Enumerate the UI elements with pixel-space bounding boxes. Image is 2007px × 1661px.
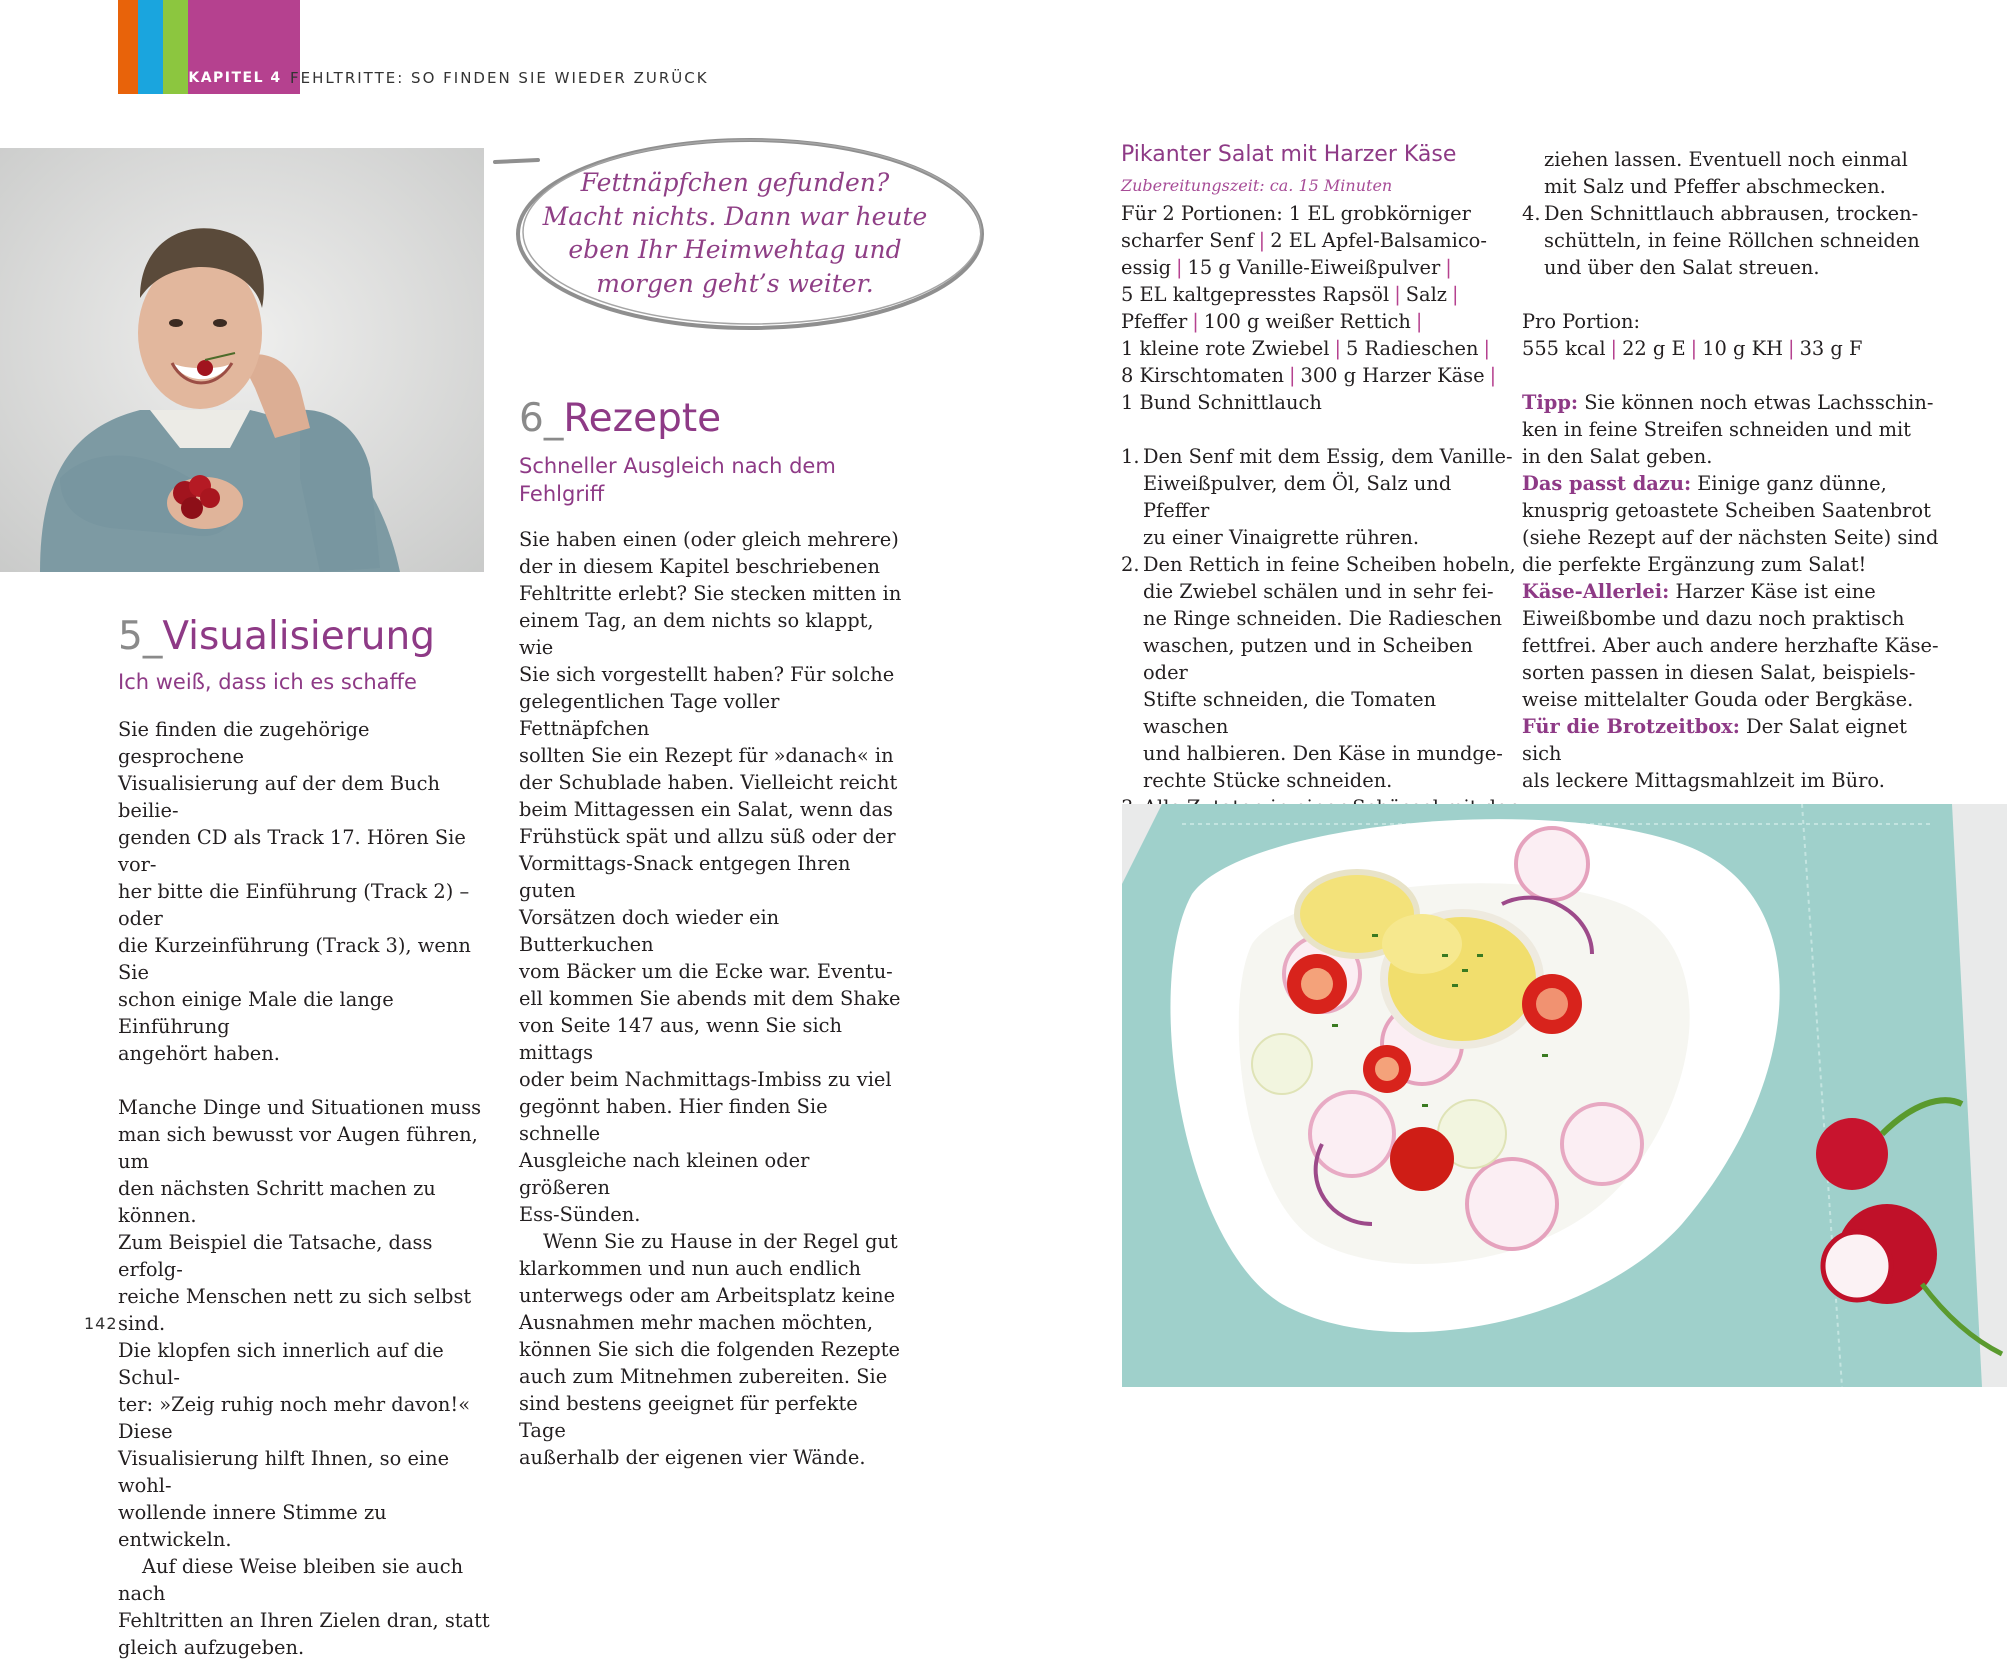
text-line: sorten passen in diesen Salat, beispiels-: [1522, 661, 1916, 684]
ingredient-line: 8 Kirschtomaten | 300 g Harzer Käse |: [1121, 364, 1497, 387]
recipe-ingredients: [1121, 200, 1521, 416]
text-line: Auf diese Weise bleiben sie auch nach: [118, 1555, 464, 1605]
ingredient: essig: [1121, 256, 1171, 279]
text-line: schütteln, in feine Röllchen schneiden: [1544, 229, 1920, 252]
text-line: Vormittags-Snack entgegen Ihren guten: [519, 852, 851, 902]
section5-title: [118, 614, 435, 659]
ingredient-line: [1121, 389, 1521, 416]
recipe-prep-time: Zubereitungszeit: ca. 15 Minuten: [1121, 176, 1393, 195]
step-number: 2.: [1121, 553, 1140, 576]
text-line: und halbieren. Den Käse in mundge-: [1143, 742, 1503, 765]
section6-title-text: Rezepte: [563, 396, 722, 441]
text-line: von Seite 147 aus, wenn Sie sich mittags: [519, 1014, 843, 1064]
ingredient: 5 EL kaltgepresstes Rapsöl: [1121, 283, 1390, 306]
text-line: Einige ganz dünne,: [1691, 472, 1887, 495]
ingredient: 2 EL Apfel-Balsamico-: [1270, 229, 1487, 252]
text-line: oder beim Nachmittags-Imbiss zu viel: [519, 1068, 892, 1091]
text-line: waschen, putzen und in Scheiben oder: [1143, 634, 1473, 684]
chapter-title: FEHLTRITTE: SO FINDEN SIE WIEDER ZURÜCK: [290, 69, 709, 87]
text-line: genden CD als Track 17. Hören Sie vor-: [118, 826, 466, 876]
ingredient-line: Pfeffer | 100 g weißer Rettich |: [1121, 310, 1423, 333]
bubble-line: eben Ihr Heimwehtag und: [568, 235, 902, 264]
text-line: die Zwiebel schälen und in sehr fei-: [1143, 580, 1494, 603]
nutrition-values: 555 kcal | 22 g E | 10 g KH | 33 g F: [1522, 337, 1863, 360]
recipe-steps: [1121, 443, 1521, 848]
text-line: Sie finden die zugehörige gesprochene: [118, 718, 370, 768]
text-line: Wenn Sie zu Hause in der Regel gut: [543, 1230, 898, 1253]
recipe-step: [1121, 551, 1521, 794]
tab-orange: [118, 0, 138, 94]
section5-body: [118, 716, 498, 1661]
bubble-quote: [540, 166, 930, 300]
ingredient: 1 Bund Schnittlauch: [1121, 391, 1322, 414]
text-line: vom Bäcker um die Ecke war. Eventu-: [519, 960, 893, 983]
text-line: zu einer Vinaigrette rühren.: [1143, 526, 1420, 549]
text-line: wollende innere Stimme zu entwickeln.: [118, 1501, 387, 1551]
ingredient-line: essig | 15 g Vanille-Eiweißpulver |: [1121, 256, 1452, 279]
ingredient: 300 g Harzer Käse: [1300, 364, 1485, 387]
text-line: Visualisierung auf der dem Buch beilie-: [118, 772, 440, 822]
text-line: man sich bewusst vor Augen führen, um: [118, 1123, 478, 1173]
radish-cheese-salad-photo: [1122, 804, 2007, 1387]
nutrition-protein: 22 g E: [1622, 337, 1686, 360]
ingredient-line: [1121, 200, 1521, 227]
text-line: Den Schnittlauch abbrausen, trocken-: [1544, 202, 1919, 225]
section6-subtitle: [519, 452, 836, 508]
ingredient: 8 Kirschtomaten: [1121, 364, 1284, 387]
section6-title: [519, 396, 721, 441]
text-line: Visualisierung hilft Ihnen, so eine wohl-: [118, 1447, 450, 1497]
ingredient-line: scharfer Senf | 2 EL Apfel-Balsamico-: [1121, 229, 1487, 252]
tip-label: Käse-Allerlei:: [1522, 580, 1670, 603]
nutrition-fat: 33 g F: [1799, 337, 1863, 360]
text-line: sollten Sie ein Rezept für »danach« in: [519, 744, 894, 767]
text-line: her bitte die Einführung (Track 2) – oder: [118, 880, 470, 930]
text-line: Fehltritten an Ihren Zielen dran, statt: [118, 1609, 490, 1632]
bubble-line: morgen geht’s weiter.: [596, 268, 874, 298]
text-line: mit Salz und Pfeffer abschmecken.: [1544, 175, 1886, 198]
ingredient: 100 g weißer Rettich: [1203, 310, 1411, 333]
tab-blue: [138, 0, 163, 94]
section6-body: [519, 526, 903, 1471]
bubble-line: Fettnäpfchen gefunden?: [580, 168, 890, 197]
text-line: beim Mittagessen ein Salat, wenn das: [519, 798, 893, 821]
man-eating-cherries-photo: [0, 148, 484, 572]
text-line: Eiweißbombe und dazu noch praktisch: [1522, 607, 1905, 630]
text-line: schon einige Male die lange Einführung: [118, 988, 394, 1038]
tip-label: Das passt dazu:: [1522, 472, 1692, 495]
section5-number: 5_: [118, 614, 163, 659]
text-line: die Kurzeinführung (Track 3), wenn Sie: [118, 934, 471, 984]
ingredient: 5 Radieschen: [1346, 337, 1479, 360]
tip-block: [1522, 578, 1942, 713]
text-line: unterwegs oder am Arbeitsplatz keine: [519, 1284, 896, 1307]
ingredient: Pfeffer: [1121, 310, 1188, 333]
text-line: angehört haben.: [118, 1042, 280, 1065]
text-line: reiche Menschen nett zu sich selbst sind.: [118, 1285, 472, 1335]
text-line: Die klopfen sich innerlich auf die Schul-: [118, 1339, 444, 1389]
text-line: der in diesem Kapitel beschriebenen: [519, 555, 881, 578]
text-line: Sie sich vorgestellt haben? Für solche: [519, 663, 895, 686]
text-line: Den Rettich in feine Scheiben hobeln,: [1143, 553, 1516, 576]
text-line: einem Tag, an dem nichts so klappt, wie: [519, 609, 874, 659]
text-line: außerhalb der eigenen vier Wände.: [519, 1446, 866, 1469]
step3-continued: [1522, 146, 1942, 200]
nutrition-carbs: 10 g KH: [1702, 337, 1784, 360]
recipe-column-2: [1522, 146, 1942, 794]
text-line: weise mittelalter Gouda oder Bergkäse.: [1522, 688, 1914, 711]
section6-number: 6_: [519, 396, 564, 441]
recipe-title: Pikanter Salat mit Harzer Käse: [1121, 142, 1457, 167]
nutrition-label: Pro Portion:: [1522, 310, 1641, 333]
text-line: Den Senf mit dem Essig, dem Vanille-: [1143, 445, 1513, 468]
text-line: der Schublade haben. Vielleicht reicht: [519, 771, 898, 794]
nutrition-kcal: 555 kcal: [1522, 337, 1606, 360]
tip-label: Für die Brotzeitbox:: [1522, 715, 1740, 738]
text-line: Harzer Käse ist eine: [1669, 580, 1876, 603]
text-line: als leckere Mittagsmahlzeit im Büro.: [1522, 769, 1885, 792]
text-line: Zum Beispiel die Tatsache, dass erfolg-: [118, 1231, 433, 1281]
section5-para3: [118, 1553, 498, 1661]
bubble-line: Macht nichts. Dann war heute: [542, 201, 928, 231]
section5-title-text: Visualisierung: [162, 614, 435, 659]
text-line: ne Ringe schneiden. Die Radieschen: [1143, 607, 1502, 630]
text-line: und über den Salat streuen.: [1544, 256, 1820, 279]
text-line: Sie können noch etwas Lachsschin-: [1578, 391, 1934, 414]
text-line: ziehen lassen. Eventuell noch einmal: [1544, 148, 1908, 171]
step-number: 4.: [1522, 202, 1541, 225]
subtitle-line: Fehlgriff: [519, 482, 605, 506]
text-line: können Sie sich die folgenden Rezepte: [519, 1338, 900, 1361]
text-line: Fehltritte erlebt? Sie stecken mitten in: [519, 582, 902, 605]
text-line: gegönnt haben. Hier finden Sie schnelle: [519, 1095, 828, 1145]
text-line: Manche Dinge und Situationen muss: [118, 1096, 482, 1119]
ingredient: Salz: [1405, 283, 1447, 306]
chapter-label: KAPITEL 4: [188, 60, 282, 94]
ingredient-line: 5 EL kaltgepresstes Rapsöl | Salz |: [1121, 283, 1459, 306]
text-line: Sie haben einen (oder gleich mehrere): [519, 528, 899, 551]
text-line: Der Salat eignet sich: [1522, 715, 1907, 765]
text-line: fettfrei. Aber auch andere herzhafte Käse-: [1522, 634, 1939, 657]
subtitle-line: Schneller Ausgleich nach dem: [519, 454, 836, 478]
section5-para1: [118, 716, 498, 1067]
tip-block: [1522, 470, 1942, 578]
text-line: gleich aufzugeben.: [118, 1636, 305, 1659]
tip-block: [1522, 389, 1942, 470]
text-line: ken in feine Streifen schneiden und mit: [1522, 418, 1911, 441]
tip-label: Tipp:: [1522, 391, 1579, 414]
text-line: auch zum Mitnehmen zubereiten. Sie: [519, 1365, 888, 1388]
step-number: 1.: [1121, 445, 1140, 468]
text-line: den nächsten Schritt machen zu können.: [118, 1177, 436, 1227]
text-line: rechte Stücke schneiden.: [1143, 769, 1393, 792]
section6-para2: [519, 1228, 903, 1471]
tip-block: [1522, 713, 1942, 794]
text-line: Frühstück spät und allzu süß oder der: [519, 825, 896, 848]
text-line: klarkommen und nun auch endlich: [519, 1257, 861, 1280]
text-line: Stifte schneiden, die Tomaten waschen: [1143, 688, 1437, 738]
recipe-step: [1121, 443, 1521, 551]
section5-para2: [118, 1094, 498, 1553]
text-line: sind bestens geeignet für perfekte Tage: [519, 1392, 858, 1442]
text-line: (siehe Rezept auf der nächsten Seite) sind: [1522, 526, 1939, 549]
text-line: ell kommen Sie abends mit dem Shake: [519, 987, 901, 1010]
recipe-step: [1522, 200, 1942, 281]
text-line: knusprig getoastete Scheiben Saatenbrot: [1522, 499, 1931, 522]
section6-para1: [519, 526, 903, 1228]
text-line: Eiweißpulver, dem Öl, Salz und Pfeffer: [1143, 472, 1452, 522]
tab-green: [163, 0, 188, 94]
text-line: Ausnahmen mehr machen möchten,: [519, 1311, 874, 1334]
ingredient: 1 kleine rote Zwiebel: [1121, 337, 1330, 360]
ingredient: 15 g Vanille-Eiweißpulver: [1187, 256, 1441, 279]
text-line: gelegentlichen Tage voller Fettnäpfchen: [519, 690, 780, 740]
ingredient-line: 1 kleine rote Zwiebel | 5 Radieschen |: [1121, 337, 1491, 360]
text-line: ter: »Zeig ruhig noch mehr davon!« Diese: [118, 1393, 471, 1443]
text-line: die perfekte Ergänzung zum Salat!: [1522, 553, 1867, 576]
text-line: Ausgleiche nach kleinen oder größeren: [519, 1149, 810, 1199]
text-line: Ess-Sünden.: [519, 1203, 641, 1226]
section5-subtitle: Ich weiß, dass ich es schaffe: [118, 670, 417, 694]
page-number: 142: [84, 1314, 118, 1333]
ingredient: scharfer Senf: [1121, 229, 1254, 252]
ingredient: Für 2 Portionen: 1 EL grobkörniger: [1121, 202, 1471, 225]
text-line: Vorsätzen doch wieder ein Butterkuchen: [519, 906, 780, 956]
text-line: in den Salat geben.: [1522, 445, 1713, 468]
